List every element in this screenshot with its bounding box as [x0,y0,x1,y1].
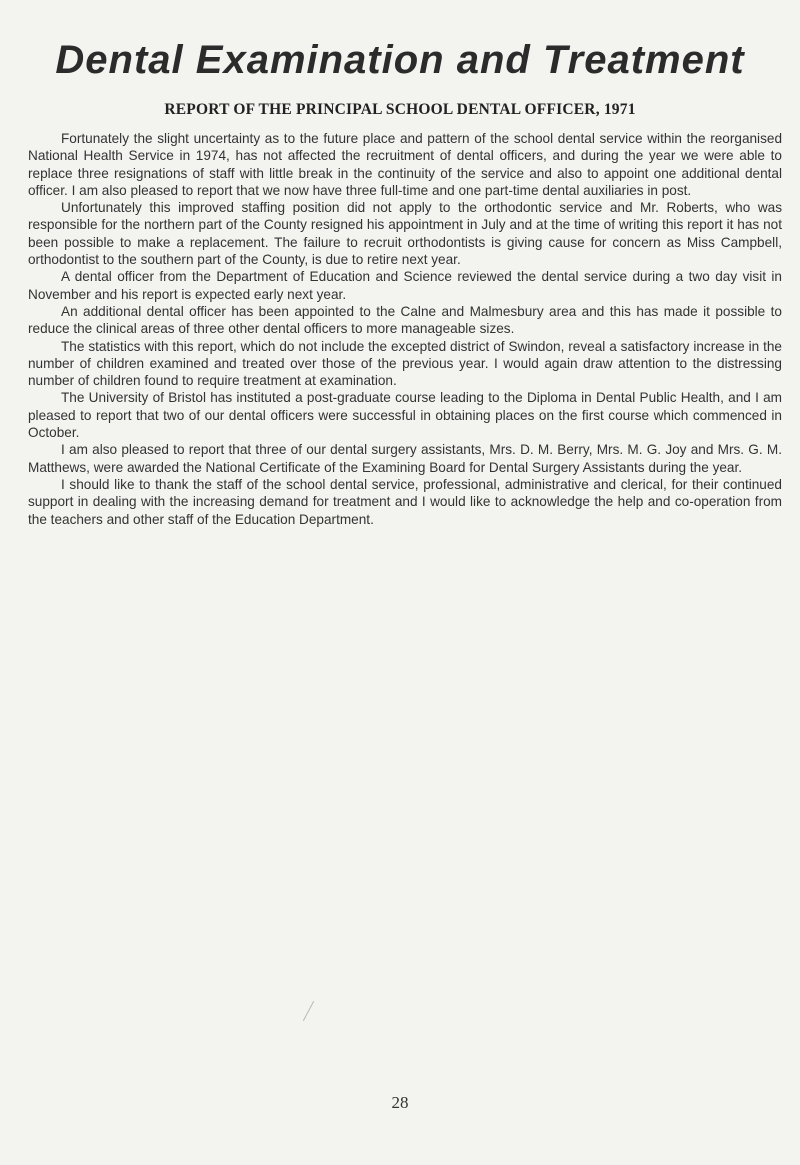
stray-pen-mark [303,1001,314,1021]
paragraph-calne: An additional dental officer has been appointed to the Calne and Malmesbury area and this has made it possible to reduce the clinical areas of three other dental officers to more manageable sizes. [28,303,782,337]
paragraph-thanks: I should like to thank the staff of the school dental service, professional, administrative and clerical, for their continued support in dealing with the increasing demand for treatment and I would like to acknowledge the help and co-operation from the teachers and other staff of the Education Department. [28,476,782,527]
paragraph-statistics: The statistics with this report, which do not include the excepted district of Swindon, reveal a satisfactory increase in the number of children examined and treated over those of the previous year. I would again draw attention to the distressing number of children found to require treatment at examination. [28,338,782,389]
paragraph-review: A dental officer from the Department of Education and Science reviewed the dental service during a two day visit in November and his report is expected early next year. [28,269,782,302]
paragraph-assistants: I am also pleased to report that three of our dental surgery assistants, Mrs. D. M. Berry, Mrs. M. G. Joy and Mrs. G. M. Matthews, were awarded the National Certificate of the Examining Board for Dental Surgery Assistants during the year. [28,442,782,475]
paragraph-staffing: Fortunately the slight uncertainty as to the future place and pattern of the school dental service within the reorganised National Health Service in 1974, has not affected the recruitment of dental officers, and during the year we were able to replace three resignations of staff with little break in the continuity of the service and also to appoint one additional dental officer. I am also pleased to report that we now have three full-time and one part-time dental auxiliaries in post. [28,131,782,198]
report-body [28,130,782,528]
page-title: Dental Examination and Treatment [55,38,745,82]
paragraph-university: The University of Bristol has instituted a post-graduate course leading to the Diploma in Dental Public Health, and I am pleased to report that two of our dental officers were successful in obtaining places on the first course which commenced in October. [28,390,782,441]
report-subtitle: REPORT OF THE PRINCIPAL SCHOOL DENTAL OFFICER, 1971 [164,101,636,118]
paragraph-orthodontic: Unfortunately this improved staffing position did not apply to the orthodontic service and Mr. Roberts, who was responsible for the northern part of the County resigned his appointment in July and at the time of writing this report it has not been possible to make a replacement. The failure to recruit orthodontists is giving cause for concern as Miss Campbell, orthodontist to the southern part of the County, is due to retire next year. [28,200,782,268]
page-number: 28 [391,1093,409,1112]
